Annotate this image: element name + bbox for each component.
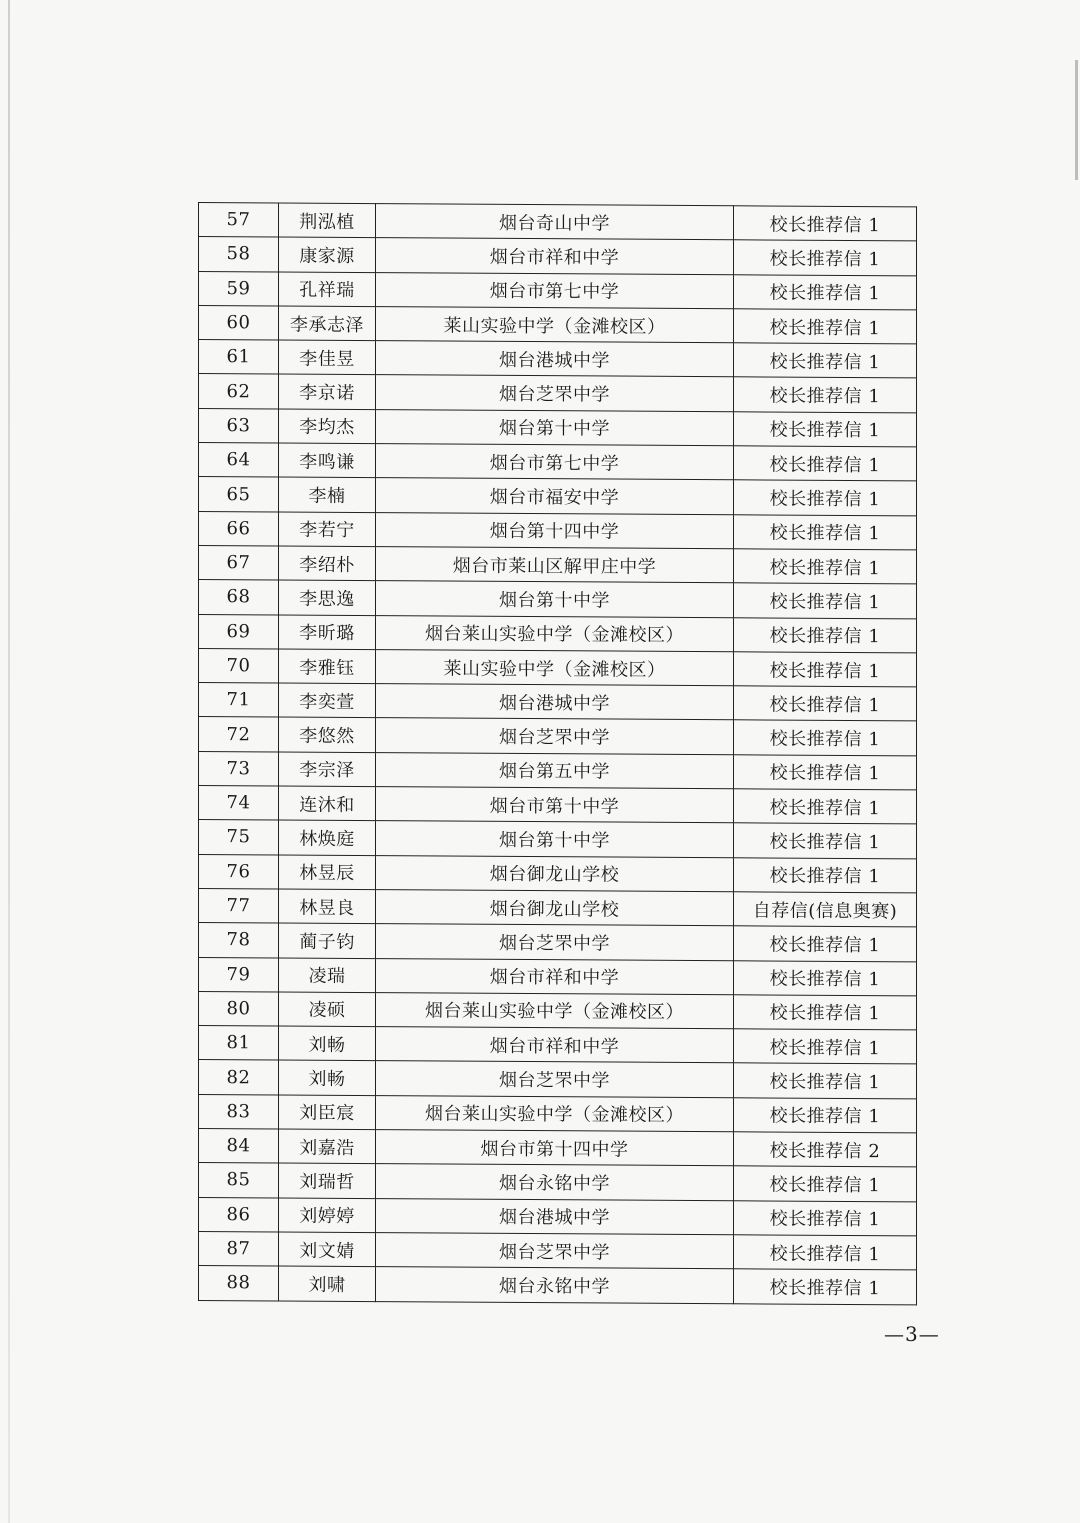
table-row <box>199 1266 917 1305</box>
table-row <box>199 820 917 859</box>
recommendation-basis: 校长推荐信 1 <box>734 514 917 549</box>
table-row <box>199 751 917 790</box>
table-row <box>199 717 917 756</box>
row-number: 69 <box>199 614 279 649</box>
recommendation-basis: 校长推荐信 1 <box>734 789 917 824</box>
row-number: 88 <box>199 1266 279 1301</box>
student-name: 林焕庭 <box>279 820 376 855</box>
recommendation-basis: 校长推荐信 1 <box>734 1235 917 1270</box>
table-row <box>199 648 917 687</box>
student-name: 刘文婧 <box>279 1232 376 1267</box>
school-name: 莱山实验中学（金滩校区） <box>376 306 734 342</box>
recommendation-basis: 校长推荐信 1 <box>734 1200 917 1235</box>
recommendation-basis: 校长推荐信 1 <box>734 377 917 412</box>
school-name: 莱山实验中学（金滩校区） <box>376 649 734 685</box>
student-name: 凌硕 <box>279 992 376 1027</box>
table-row <box>199 237 917 276</box>
recommendation-basis: 校长推荐信 1 <box>734 446 917 481</box>
row-number: 70 <box>199 648 279 683</box>
school-name: 烟台永铭中学 <box>376 1267 734 1303</box>
school-name: 烟台莱山实验中学（金滩校区） <box>376 615 734 651</box>
student-name: 林昱良 <box>279 889 376 924</box>
row-number: 60 <box>199 305 279 340</box>
recommendation-basis: 校长推荐信 1 <box>734 343 917 378</box>
school-name: 烟台芝罘中学 <box>376 1232 734 1268</box>
school-name: 烟台港城中学 <box>376 341 734 377</box>
recommendation-basis: 校长推荐信 1 <box>734 823 917 858</box>
recommendation-basis: 校长推荐信 1 <box>734 1097 917 1132</box>
recommendation-basis: 校长推荐信 1 <box>734 583 917 618</box>
student-name: 李思逸 <box>279 580 376 615</box>
row-number: 79 <box>199 957 279 992</box>
student-name: 康家源 <box>279 237 376 272</box>
recommendation-basis: 校长推荐信 1 <box>734 686 917 721</box>
row-number: 57 <box>199 203 279 238</box>
row-number: 64 <box>199 443 279 478</box>
table-row <box>199 614 917 653</box>
recommendation-basis: 校长推荐信 1 <box>734 755 917 790</box>
table-row <box>199 511 917 550</box>
table-row <box>199 374 917 413</box>
table-row <box>199 408 917 447</box>
student-name: 李宗泽 <box>279 752 376 787</box>
student-name: 李京诺 <box>279 374 376 409</box>
row-number: 75 <box>199 820 279 855</box>
row-number: 61 <box>199 340 279 375</box>
student-name: 李昕璐 <box>279 615 376 650</box>
school-name: 烟台市福安中学 <box>376 478 734 514</box>
recommendation-basis: 校长推荐信 1 <box>734 926 917 961</box>
student-name: 李均杰 <box>279 409 376 444</box>
row-number: 67 <box>199 545 279 580</box>
school-name: 烟台市第七中学 <box>376 272 734 308</box>
table-row <box>199 854 917 893</box>
student-name: 刘嘉浩 <box>279 1129 376 1164</box>
school-name: 烟台芝罘中学 <box>376 1061 734 1097</box>
student-name: 刘畅 <box>279 1060 376 1095</box>
table-row <box>199 203 917 242</box>
student-name: 李鸣谦 <box>279 443 376 478</box>
student-name: 李佳昱 <box>279 340 376 375</box>
recommendation-basis: 校长推荐信 1 <box>734 617 917 652</box>
student-name: 李绍朴 <box>279 546 376 581</box>
school-name: 烟台市莱山区解甲庄中学 <box>376 547 734 583</box>
school-name: 烟台市祥和中学 <box>376 1027 734 1063</box>
school-name: 烟台莱山实验中学（金滩校区） <box>376 992 734 1028</box>
scan-edge-mark <box>1075 60 1078 180</box>
table-row <box>199 1094 917 1133</box>
school-name: 烟台市第十中学 <box>376 787 734 823</box>
recommendation-basis: 校长推荐信 1 <box>734 857 917 892</box>
table-row <box>199 443 917 482</box>
row-number: 58 <box>199 237 279 272</box>
recommendation-basis: 校长推荐信 1 <box>734 1269 917 1304</box>
row-number: 87 <box>199 1231 279 1266</box>
recommendation-basis: 校长推荐信 1 <box>734 995 917 1030</box>
row-number: 84 <box>199 1129 279 1164</box>
page-number: —3— <box>884 1322 940 1346</box>
recommendation-basis: 自荐信(信息奥赛) <box>734 892 917 927</box>
recommendation-basis: 校长推荐信 1 <box>734 274 917 309</box>
recommendation-basis: 校长推荐信 1 <box>734 1029 917 1064</box>
table-row <box>199 1197 917 1236</box>
roster-body <box>199 203 917 1305</box>
recommendation-basis: 校长推荐信 1 <box>734 240 917 275</box>
table-row <box>199 477 917 516</box>
student-name: 刘啸 <box>279 1266 376 1301</box>
table-row <box>199 683 917 722</box>
school-name: 烟台第十中学 <box>376 821 734 857</box>
row-number: 78 <box>199 923 279 958</box>
school-name: 烟台港城中学 <box>376 684 734 720</box>
recommendation-basis: 校长推荐信 1 <box>734 206 917 241</box>
row-number: 83 <box>199 1094 279 1129</box>
recommendation-roster-table <box>198 202 917 1305</box>
row-number: 63 <box>199 408 279 443</box>
table-row <box>199 1163 917 1202</box>
student-name: 林昱辰 <box>279 855 376 890</box>
student-name: 刘瑞哲 <box>279 1163 376 1198</box>
student-name: 凌瑞 <box>279 958 376 993</box>
school-name: 烟台市祥和中学 <box>376 958 734 994</box>
row-number: 82 <box>199 1060 279 1095</box>
row-number: 80 <box>199 991 279 1026</box>
recommendation-basis: 校长推荐信 1 <box>734 1166 917 1201</box>
student-name: 李楠 <box>279 477 376 512</box>
recommendation-basis: 校长推荐信 1 <box>734 720 917 755</box>
school-name: 烟台芝罘中学 <box>376 375 734 411</box>
table-row <box>199 340 917 379</box>
student-name: 李悠然 <box>279 717 376 752</box>
student-name: 孔祥瑞 <box>279 272 376 307</box>
row-number: 71 <box>199 683 279 718</box>
table-row <box>199 1026 917 1065</box>
recommendation-basis: 校长推荐信 1 <box>734 549 917 584</box>
row-number: 62 <box>199 374 279 409</box>
table-row <box>199 580 917 619</box>
row-number: 66 <box>199 511 279 546</box>
row-number: 76 <box>199 854 279 889</box>
row-number: 85 <box>199 1163 279 1198</box>
student-name: 李奕萱 <box>279 683 376 718</box>
row-number: 81 <box>199 1026 279 1061</box>
table-row <box>199 888 917 927</box>
recommendation-basis: 校长推荐信 1 <box>734 309 917 344</box>
school-name: 烟台御龙山学校 <box>376 855 734 891</box>
school-name: 烟台永铭中学 <box>376 1164 734 1200</box>
table-row <box>199 957 917 996</box>
student-name: 刘婷婷 <box>279 1198 376 1233</box>
student-name: 蔺子钧 <box>279 923 376 958</box>
row-number: 73 <box>199 751 279 786</box>
recommendation-basis: 校长推荐信 1 <box>734 1063 917 1098</box>
row-number: 77 <box>199 888 279 923</box>
recommendation-basis: 校长推荐信 1 <box>734 652 917 687</box>
row-number: 59 <box>199 271 279 306</box>
school-name: 烟台港城中学 <box>376 1198 734 1234</box>
school-name: 烟台市第十四中学 <box>376 1130 734 1166</box>
table-row <box>199 1060 917 1099</box>
student-name: 李雅钰 <box>279 649 376 684</box>
table-row <box>199 1231 917 1270</box>
recommendation-basis: 校长推荐信 1 <box>734 960 917 995</box>
row-number: 86 <box>199 1197 279 1232</box>
school-name: 烟台市祥和中学 <box>376 238 734 274</box>
school-name: 烟台奇山中学 <box>376 204 734 240</box>
student-name: 荆泓植 <box>279 203 376 238</box>
row-number: 74 <box>199 786 279 821</box>
school-name: 烟台第十中学 <box>376 581 734 617</box>
table-row <box>199 991 917 1030</box>
school-name: 烟台第五中学 <box>376 752 734 788</box>
table-row <box>199 271 917 310</box>
school-name: 烟台市第七中学 <box>376 444 734 480</box>
row-number: 65 <box>199 477 279 512</box>
recommendation-basis: 校长推荐信 1 <box>734 412 917 447</box>
table-row <box>199 305 917 344</box>
student-name: 刘臣宸 <box>279 1095 376 1130</box>
table-row <box>199 545 917 584</box>
student-name: 李承志泽 <box>279 306 376 341</box>
school-name: 烟台第十中学 <box>376 409 734 445</box>
school-name: 烟台第十四中学 <box>376 512 734 548</box>
table-row <box>199 1129 917 1168</box>
recommendation-basis: 校长推荐信 2 <box>734 1132 917 1167</box>
table-row <box>199 786 917 825</box>
recommendation-basis: 校长推荐信 1 <box>734 480 917 515</box>
student-name: 连沐和 <box>279 786 376 821</box>
scan-page-edge <box>8 0 10 1523</box>
student-name: 李若宁 <box>279 512 376 547</box>
school-name: 烟台莱山实验中学（金滩校区） <box>376 1095 734 1131</box>
school-name: 烟台芝罘中学 <box>376 718 734 754</box>
row-number: 68 <box>199 580 279 615</box>
student-name: 刘畅 <box>279 1026 376 1061</box>
school-name: 烟台御龙山学校 <box>376 890 734 926</box>
school-name: 烟台芝罘中学 <box>376 924 734 960</box>
row-number: 72 <box>199 717 279 752</box>
table-row <box>199 923 917 962</box>
